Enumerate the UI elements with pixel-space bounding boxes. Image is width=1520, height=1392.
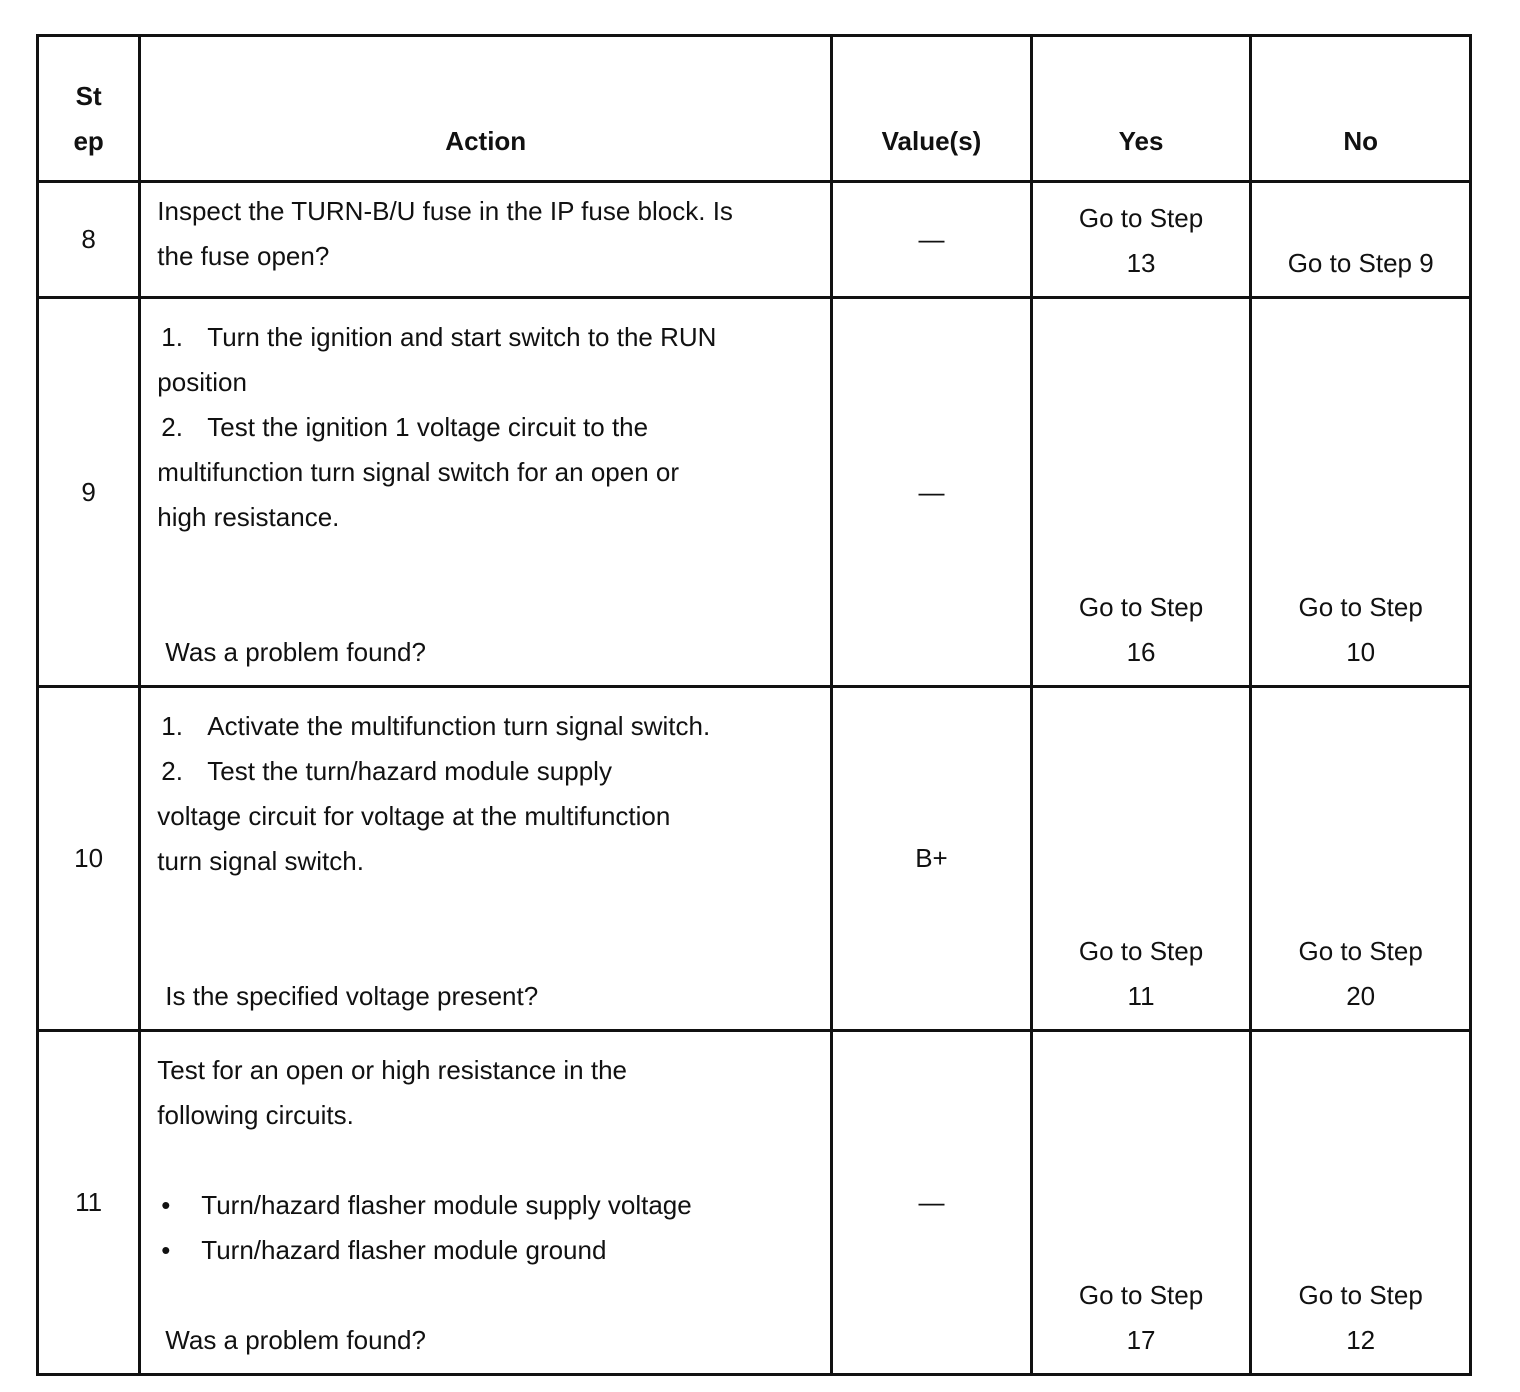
yes-cell [1031, 687, 1251, 1031]
action-item-1 [157, 704, 814, 749]
header-step-l2: ep [73, 126, 104, 156]
yes-link-label: Go to Step [1078, 936, 1204, 966]
action-cell [140, 182, 832, 298]
no-cell [1251, 1031, 1471, 1375]
action-text: Activate the multifunction turn signal switch. [207, 711, 711, 741]
diagnostic-table [36, 34, 1472, 1376]
header-yes: Yes [1031, 36, 1251, 182]
action-text: Test the ignition 1 voltage circuit to the [207, 412, 649, 442]
header-step-l1: St [75, 81, 102, 111]
action-cell [140, 1031, 832, 1375]
value-cell: — [832, 182, 1032, 298]
yes-link-step: 16 [1126, 637, 1156, 667]
yes-link-step: 17 [1126, 1325, 1156, 1355]
action-text: Test for an open or high resistance in the [157, 1055, 628, 1085]
yes-link-step: 13 [1126, 248, 1156, 278]
yes-link-step: 11 [1127, 981, 1155, 1011]
item-number: 2. [161, 756, 183, 786]
action-text: Test the turn/hazard module supply [207, 756, 612, 786]
no-cell [1251, 298, 1471, 687]
header-values: Value(s) [832, 36, 1032, 182]
action-item-1 [157, 315, 814, 360]
action-text: Turn the ignition and start switch to the RUN [207, 322, 717, 352]
header-no: No [1251, 36, 1471, 182]
table-row [38, 1031, 1471, 1375]
action-text: position [157, 367, 247, 397]
table-row [38, 182, 1471, 298]
no-link-step: 20 [1346, 981, 1376, 1011]
value-cell: — [832, 1031, 1032, 1375]
no-cell [1251, 182, 1471, 298]
no-link-label: Go to Step [1298, 592, 1423, 622]
step-number: 10 [38, 687, 140, 1031]
action-text: turn signal switch. [157, 846, 364, 876]
action-text: the fuse open? [157, 241, 330, 271]
item-number: 2. [161, 412, 183, 442]
bullet-icon: • [161, 1235, 171, 1265]
action-text: Turn/hazard flasher module ground [201, 1235, 607, 1265]
bullet-item [157, 1228, 814, 1273]
yes-link-label: Go to Step [1078, 1280, 1204, 1310]
action-text: following circuits. [157, 1100, 354, 1130]
table-row [38, 298, 1471, 687]
action-item-2 [157, 749, 814, 794]
no-link-label: Go to Step [1298, 936, 1423, 966]
item-number: 1. [161, 711, 183, 741]
action-text: voltage circuit for voltage at the multifunction [157, 801, 671, 831]
step-number: 8 [38, 182, 140, 298]
header-step [38, 36, 140, 182]
bullet-icon: • [161, 1190, 171, 1220]
no-link-label: Go to Step [1298, 1280, 1423, 1310]
action-text: Inspect the TURN-B/U fuse in the IP fuse block. Is [157, 196, 733, 226]
action-item-2 [157, 405, 814, 450]
no-cell [1251, 687, 1471, 1031]
question-text: Was a problem found? [165, 1325, 426, 1355]
yes-cell [1031, 182, 1251, 298]
item-number: 1. [161, 322, 183, 352]
action-cell [140, 687, 832, 1031]
no-link-step: 12 [1346, 1325, 1376, 1355]
action-cell [140, 298, 832, 687]
action-text: high resistance. [157, 502, 340, 532]
step-number: 9 [38, 298, 140, 687]
header-action: Action [140, 36, 832, 182]
question-text: Is the specified voltage present? [165, 981, 539, 1011]
no-link-label: Go to Step 9 [1287, 248, 1434, 278]
yes-link-label: Go to Step [1078, 592, 1204, 622]
table-row [38, 687, 1471, 1031]
step-number: 11 [38, 1031, 140, 1375]
yes-cell [1031, 1031, 1251, 1375]
question-text: Was a problem found? [165, 637, 426, 667]
yes-cell [1031, 298, 1251, 687]
no-link-step: 10 [1346, 637, 1376, 667]
bullet-item [157, 1183, 814, 1228]
yes-link-label: Go to Step [1078, 203, 1204, 233]
value-cell: — [832, 298, 1032, 687]
action-text: multifunction turn signal switch for an open or [157, 457, 679, 487]
action-text: Turn/hazard flasher module supply voltage [201, 1190, 692, 1220]
value-cell: B+ [832, 687, 1032, 1031]
header-row [38, 36, 1471, 182]
